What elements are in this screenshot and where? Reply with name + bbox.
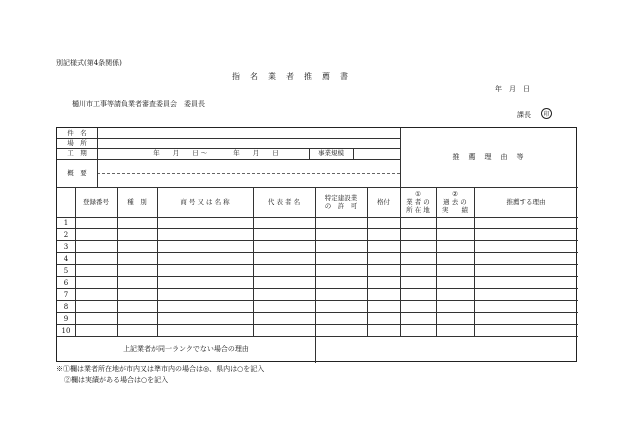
period-text: 年 月 日 ～ 年 月 日 bbox=[153, 149, 279, 158]
header-registration-number: 登録番号 bbox=[83, 197, 109, 206]
row-number: 3 bbox=[63, 243, 69, 251]
label-project-name: 件 名 bbox=[67, 128, 87, 137]
note-past-record: ②欄は実績がある場合は○を記入 bbox=[64, 376, 169, 384]
row-number: 7 bbox=[63, 291, 69, 299]
reason-header: 推 薦 理 由 等 bbox=[452, 153, 525, 162]
date-field: 年 月 日 bbox=[495, 85, 530, 93]
section-chief-label: 課長 bbox=[517, 111, 531, 119]
header-recommend-reason: 推薦する理由 bbox=[506, 197, 546, 206]
row-number: 1 bbox=[63, 219, 69, 227]
row-number: 10 bbox=[61, 327, 71, 335]
label-summary: 概 要 bbox=[67, 168, 87, 177]
form-reference: 別記様式(第4条関係) bbox=[56, 59, 122, 67]
label-period: 工 期 bbox=[67, 149, 87, 158]
row-number: 2 bbox=[63, 231, 69, 239]
header-past-record: ② 過 去 の 実 績 bbox=[442, 189, 468, 215]
label-location: 場 所 bbox=[67, 138, 87, 147]
header-category: 種 別 bbox=[127, 197, 147, 206]
header-license: 特定建設業 の 許 可 bbox=[324, 193, 358, 210]
addressee: 樋川市工事等請負業者審査委員会 委員長 bbox=[72, 100, 205, 108]
header-representative: 代 表 者 名 bbox=[267, 197, 301, 206]
header-location-mark: ① 業 者 の 所 在 地 bbox=[406, 189, 430, 215]
header-trade-name: 商 号 又 は 名 称 bbox=[180, 197, 230, 206]
row-number: 5 bbox=[63, 267, 69, 275]
header-rating: 格付 bbox=[377, 197, 390, 206]
seal-stamp-icon: 印 bbox=[541, 108, 552, 119]
document-title: 指 名 業 者 推 薦 書 bbox=[232, 72, 349, 81]
row-number: 6 bbox=[63, 279, 69, 287]
row-number: 4 bbox=[63, 255, 69, 263]
recommendation-form bbox=[56, 127, 577, 362]
different-rank-reason-label: 上記業者が同一ランクでない場合の理由 bbox=[123, 345, 249, 354]
row-number: 9 bbox=[63, 315, 69, 323]
row-number: 8 bbox=[63, 303, 69, 311]
label-business-scale: 事業規模 bbox=[318, 149, 344, 158]
note-location-mark: ※①欄は業者所在地が市内又は準市内の場合は◎、県内は○を記入 bbox=[56, 365, 265, 373]
